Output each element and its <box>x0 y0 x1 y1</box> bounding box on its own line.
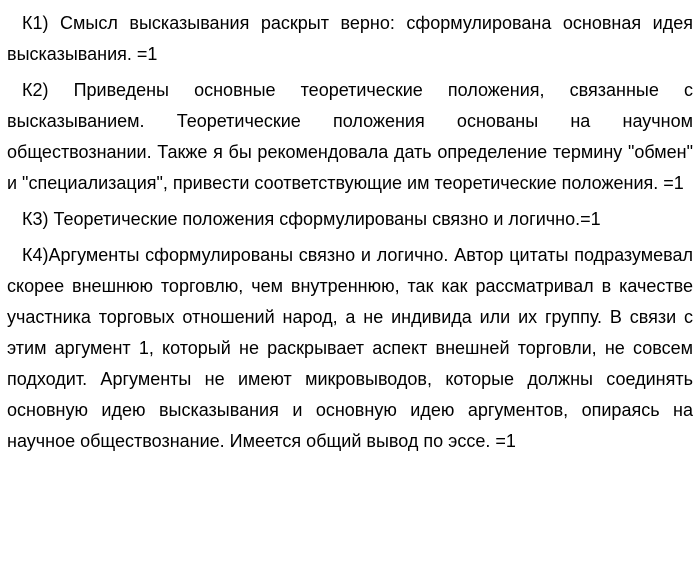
document-body <box>7 8 693 462</box>
criterion-k3-paragraph: К3) Теоретические положения сформулированы связно и логично.=1 <box>22 209 601 229</box>
criterion-k2-paragraph: К2) Приведены основные теоретические положения, связанные с высказыванием. Теоретические положения основаны на научном обществознании. Также я бы рекомендовала дать определение термину "обмен" и "специализация", привести соответствующие им теоретические положения. =1 <box>7 80 693 193</box>
criterion-k4-paragraph: К4)Аргументы сформулированы связно и логично. Автор цитаты подразумевал скорее внешнюю торговлю, чем внутреннюю, так как рассматривал в качестве участника торговых отношений народ, а не индивида или их группу. В связи с этим аргумент 1, который не раскрывает аспект внешней торговли, не совсем подходит. Аргументы не имеют микровыводов, которые должны соединять основную идею высказывания и основную идею аргументов, опираясь на научное обществознание. Имеется общий вывод по эссе. =1 <box>7 245 693 451</box>
criterion-k1-paragraph: К1) Смысл высказывания раскрыт верно: сформулирована основная идея высказывания. =1 <box>7 13 693 64</box>
